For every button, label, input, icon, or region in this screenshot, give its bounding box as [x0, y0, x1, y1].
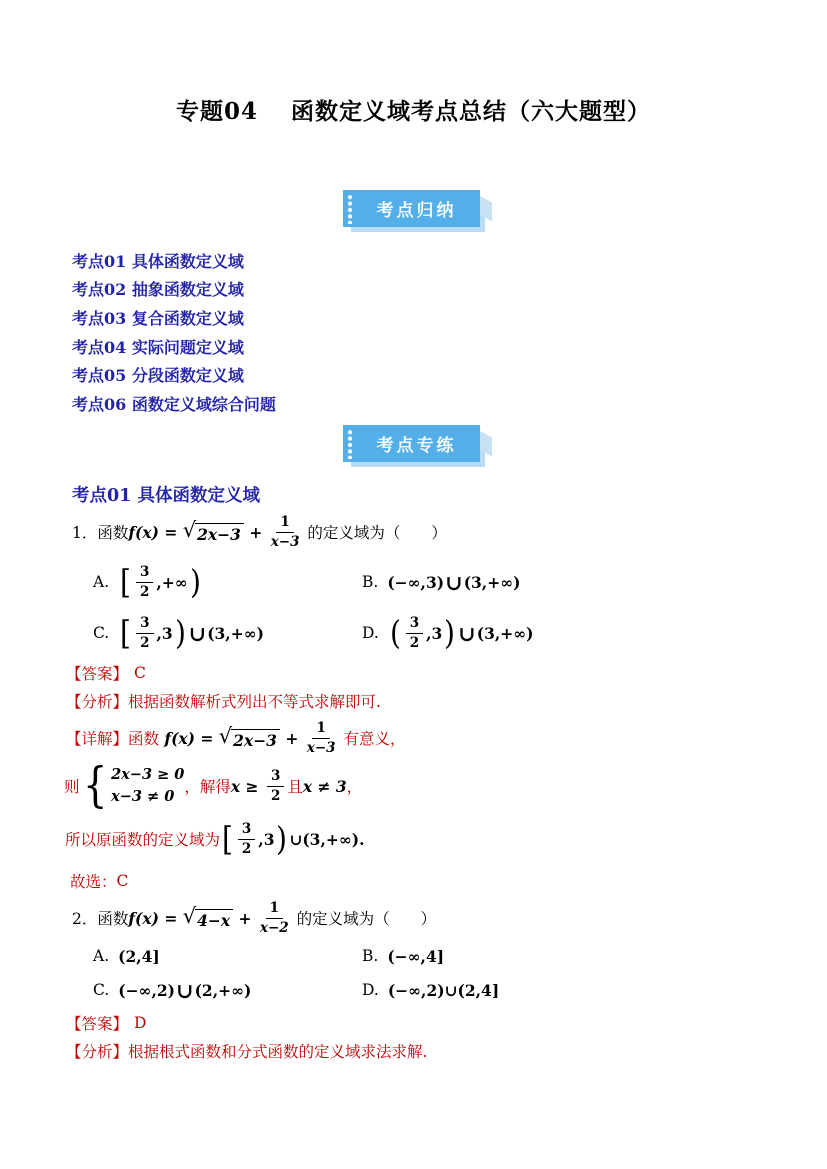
analysis-tag: 【分析】 [66, 693, 129, 711]
option-value: (−∞,2) ∪ (2,+∞) [118, 977, 252, 1003]
q2-stem: 2．函数 f(x) = √ 4−x + $\frac{1}{x-2}$ 的定义域为（ ） [72, 899, 437, 936]
banner-ribbon [343, 425, 480, 462]
answer-tag: 【答案】 [66, 665, 129, 683]
toc-item-05[interactable]: 考点05 分段函数定义域 [72, 366, 244, 386]
banner-ribbon [343, 190, 480, 227]
analysis-tag: 【分析】 [66, 1043, 129, 1061]
page-title: 专题04 函数定义域考点总结（六大题型） [175, 98, 651, 125]
q1-option-b [362, 558, 520, 606]
toc-item-01[interactable]: 考点01 具体函数定义域 [72, 251, 244, 271]
q1-stem: 1．函数 f(x) = √ 2x−3 + $\frac{1}{x-3}$ 的定义域为（ ） [72, 513, 447, 550]
option-label: A. [93, 947, 110, 965]
section1-heading: 考点01 具体函数定义域 [72, 486, 260, 506]
q1-option-a [93, 558, 203, 606]
banner-summary-label: 考点归纳 [376, 201, 457, 221]
analysis-text: 根据根式函数和分式函数的定义域求法求解. [128, 1043, 428, 1061]
banner-practice [343, 425, 480, 462]
q2-option-d [362, 978, 499, 1002]
choice-value: C [116, 872, 129, 890]
option-value: [ $\frac{3}{2}$ ,3 ) ∪ (3,+∞) [120, 613, 264, 653]
q1-choice [70, 870, 128, 892]
toc-item-06[interactable]: 考点06 函数定义域综合问题 [72, 394, 276, 414]
toc-list [72, 246, 276, 418]
option-value: (−∞,2)∪(2,4] [387, 980, 500, 1000]
banner-summary [343, 190, 480, 227]
q1-conclusion: 所以原函数的定义域为 [ $\frac{3}{2}$ ,3 ) ∪(3,+∞). [65, 819, 365, 859]
q1-detail: 【详解】函数 f(x) = √ 2x−3 + $\frac{1}{x-3}$ 有意义， [66, 719, 406, 756]
option-value: (−∞,4] [387, 946, 445, 966]
q1-option-c [93, 609, 264, 657]
q1-answer [66, 662, 146, 684]
choice-text: 故选： [70, 873, 117, 891]
option-value: [ $\frac{3}{2}$ ,+∞ ) [120, 562, 201, 602]
answer-tag: 【答案】 [66, 1015, 129, 1033]
option-label: C. [93, 981, 110, 999]
toc-item-03[interactable]: 考点03 复合函数定义域 [72, 308, 244, 328]
toc-item-04[interactable]: 考点04 实际问题定义域 [72, 337, 244, 357]
banner-binding-dots-icon [345, 193, 355, 224]
option-label: C. [93, 624, 110, 642]
option-label: B. [362, 947, 379, 965]
option-label: A. [93, 573, 110, 591]
answer-value: C [134, 664, 146, 682]
q2-option-a [93, 944, 160, 968]
banner-practice-label: 考点专练 [376, 436, 457, 456]
answer-value: D [134, 1014, 147, 1032]
option-value: (−∞,3) ∪ (3,+∞) [387, 569, 521, 595]
option-label: B. [362, 573, 379, 591]
q1-analysis [66, 690, 381, 712]
option-value: (2,4] [118, 946, 160, 966]
toc-item-02[interactable]: 考点02 抽象函数定义域 [72, 280, 244, 300]
analysis-text: 根据函数解析式列出不等式求解即可. [128, 693, 381, 711]
q1-option-d [362, 609, 534, 657]
banner-binding-dots-icon [345, 428, 355, 459]
q1-solve-step: 则 { 2x−3 ≥ 0 x−3 ≠ 0 ， 解得 x ≥ $\frac{3}{2}$ 且 x ≠ 3 ， [64, 757, 363, 814]
option-label: D. [362, 624, 379, 642]
q2-analysis [66, 1040, 427, 1062]
q2-option-c [93, 978, 251, 1002]
q2-option-b [362, 944, 444, 968]
option-value: ( $\frac{3}{2}$ ,3 ) ∪ (3,+∞) [389, 613, 534, 653]
q2-answer [66, 1012, 146, 1034]
option-label: D. [362, 981, 379, 999]
